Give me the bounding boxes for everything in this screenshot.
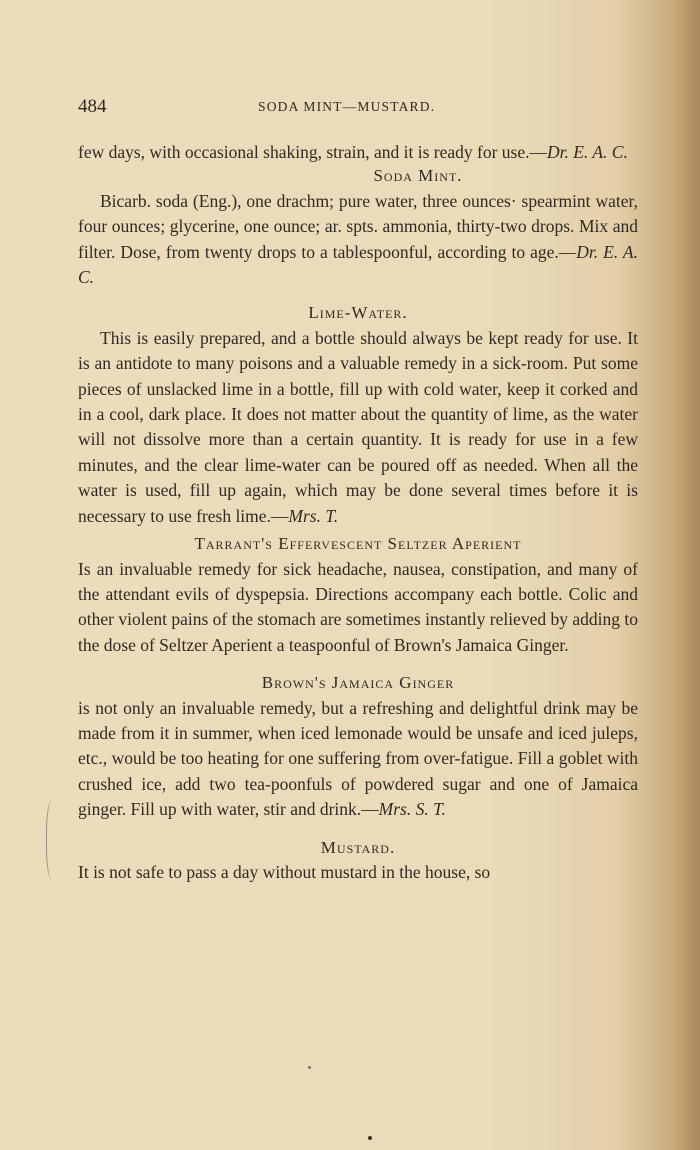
ink-speck xyxy=(368,1136,372,1140)
page-header xyxy=(78,96,638,120)
margin-ink-mark xyxy=(46,800,61,880)
lime-water-heading: Lime-Water. xyxy=(308,303,408,323)
brown-paragraph xyxy=(78,696,638,823)
soda-mint-heading: Soda Mint. xyxy=(373,166,463,186)
mustard-paragraph: It is not safe to pass a day without mustard in the house, so xyxy=(78,861,491,882)
intro-signature: Dr. E. A. C. xyxy=(546,142,628,162)
page-body xyxy=(78,140,638,885)
lime-water-text: This is easily prepared, and a bottle should always be kept ready for use. It is an antidote to many poisons and a valuable remedy in a sick-room. Put some pieces of unslacked lime in a bottle, fill up with cold water, keep it corked and in a cool, dark place. It does not matter about the quantity of lime, as the water will not dissolve more than a certain quantity. It is ready for use in a few minutes, and the clear lime-water can be poured off as needed. When all the water is used, fill up again, which may be done several times before it is necessary to use fresh lime.— xyxy=(78,327,638,526)
brown-heading: Brown's Jamaica Ginger xyxy=(261,673,455,693)
lime-water-paragraph xyxy=(78,326,638,529)
brown-text: is not only an invaluable remedy, but a refreshing and delightful drink may be made from it in summer, when iced lemonade would be unsafe and iced juleps, etc., would be too heating for one suffering from over-fatigue. Fill a goblet with crushed ice, add two tea-poonfuls of powdered sugar and one of Jamaica ginger. Fill up with water, stir and drink.— xyxy=(78,697,638,820)
soda-mint-text: Bicarb. soda (Eng.), one drachm; pure water, three ounces· spearmint water, four ounces; glycerine, one ounce; ar. spts. ammonia, thirty-two drops. Mix and filter. Dose, from twenty drops to a tablespoonful, according to age.— xyxy=(78,190,638,262)
intro-text: few days, with occasional shaking, strain, and it is ready for use.— xyxy=(78,142,547,162)
tarrant-heading: Tarrant's Effervescent Seltzer Aperient xyxy=(194,534,522,554)
ink-speck xyxy=(308,1066,311,1069)
page-number: 484 xyxy=(78,96,107,117)
soda-mint-signature: Dr. E. A. C. xyxy=(78,241,638,288)
intro-paragraph xyxy=(78,140,638,165)
running-head: SODA MINT—MUSTARD. xyxy=(258,99,436,114)
mustard-heading: Mustard. xyxy=(320,837,396,857)
brown-signature: Mrs. S. T. xyxy=(378,799,446,820)
lime-water-signature: Mrs. T. xyxy=(288,505,339,526)
soda-mint-paragraph xyxy=(78,189,638,291)
tarrant-paragraph: Is an invaluable remedy for sick headache, nausea, constipation, and many of the attendant evils of dyspepsia. Directions accompany each bottle. Colic and other violent pains of the stomach are sometimes instantly relieved by adding to the dose of Seltzer Aperient a teaspoonful of Brown's Jamaica Ginger. xyxy=(78,558,638,655)
